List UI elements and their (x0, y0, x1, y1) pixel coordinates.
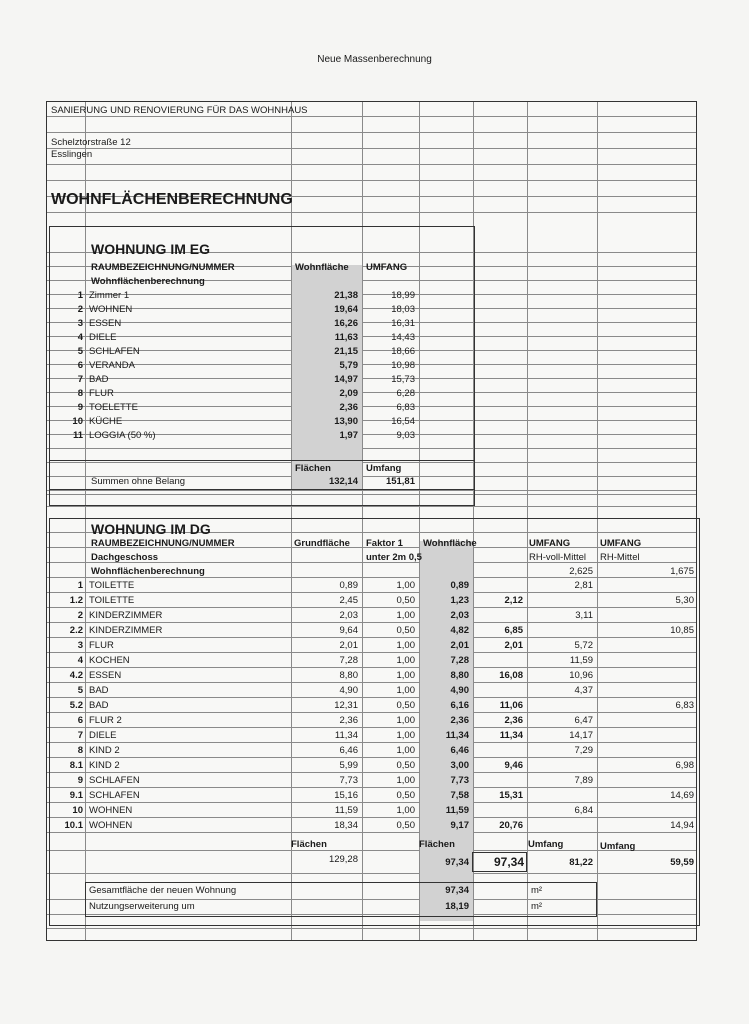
eg-row-name: LOGGIA (50 %) (89, 430, 156, 441)
eg-row-nr: 4 (77, 332, 83, 343)
eg-row-perimeter: 16,31 (391, 318, 415, 329)
eg-sum-perimeter: 151,81 (385, 476, 415, 487)
dg-row-factor: 0,50 (396, 595, 415, 606)
dg-row-factor: 1,00 (396, 805, 415, 816)
dg-row-living: 9,17 (450, 820, 469, 831)
eg-row-perimeter: 15,73 (391, 374, 415, 385)
dg-row-factor: 1,00 (396, 730, 415, 741)
dg-row-name: TOILETTE (89, 580, 135, 591)
dg-row-ground: 8,80 (339, 670, 358, 681)
dg-row-name: WOHNEN (89, 820, 133, 831)
dg-sub1: Dachgeschoss (91, 552, 159, 563)
eg-row-area: 21,38 (334, 290, 358, 301)
dg-row-umfang1: 6,84 (574, 805, 593, 816)
dg-row-living: 6,16 (450, 700, 469, 711)
eg-row-nr: 1 (77, 290, 83, 301)
dg-tot-label-u1: Umfang (528, 839, 564, 850)
eg-row-area: 21,15 (334, 346, 358, 357)
dg-row-living: 6,46 (450, 745, 469, 756)
eg-row-nr: 3 (77, 318, 83, 329)
grid-row-line (47, 148, 696, 149)
dg-row-name: KOCHEN (89, 655, 130, 666)
dg-sub-factor: unter 2m 0,5 (366, 552, 422, 563)
eg-subheading: Wohnflächenberechnung (91, 276, 205, 287)
grid-row-line (47, 506, 696, 507)
eg-row-perimeter: 14,43 (391, 332, 415, 343)
dg-row-name: ESSEN (89, 670, 122, 681)
dg-row-umfang2: 10,85 (670, 625, 694, 636)
eg-row-name: KÜCHE (89, 416, 123, 427)
dg-row-name: SCHLAFEN (89, 790, 140, 801)
eg-row-nr: 9 (77, 402, 83, 413)
dg-col-umfang2: UMFANG (600, 538, 642, 549)
dg-row-factor: 1,00 (396, 640, 415, 651)
eg-row-perimeter: 16,54 (391, 416, 415, 427)
dg-row-nr: 3 (77, 640, 83, 651)
dg-row-nr: 2.2 (69, 625, 83, 636)
dg-heading: WOHNUNG IM DG (91, 521, 211, 537)
dg-row-nr: 5 (77, 685, 83, 696)
eg-row-area: 1,97 (339, 430, 358, 441)
dg-row-factor: 1,00 (396, 580, 415, 591)
dg-row-umfang1: 11,59 (569, 655, 593, 666)
dg-row-living: 11,59 (445, 805, 469, 816)
dg-row-sum: 20,76 (499, 820, 523, 831)
eg-row-nr: 11 (72, 430, 83, 441)
dg-row-sum: 11,06 (499, 700, 523, 711)
dg-row-ground: 11,59 (334, 805, 358, 816)
dg-row-factor: 1,00 (396, 775, 415, 786)
eg-row-area: 16,26 (334, 318, 358, 329)
dg-row-umfang1: 6,47 (574, 715, 593, 726)
dg-row-living: 3,00 (450, 760, 469, 771)
dg-row-factor: 1,00 (396, 715, 415, 726)
eg-col-perimeter: UMFANG (366, 262, 408, 273)
dg-row-living: 4,82 (450, 625, 469, 636)
dg-row-umfang1: 14,17 (569, 730, 593, 741)
dg-row-living: 2,01 (450, 640, 469, 651)
dg-row-sum: 16,08 (499, 670, 523, 681)
nutzung-value: 18,19 (445, 901, 469, 912)
dg-row-nr: 4 (77, 655, 83, 666)
nutzung-label: Nutzungserweiterung um (89, 901, 195, 912)
dg-row-living: 7,28 (450, 655, 469, 666)
dg-row-nr: 7 (77, 730, 83, 741)
dg-row-umfang1: 10,96 (569, 670, 593, 681)
dg-row-living: 11,34 (445, 730, 469, 741)
dg-row-factor: 0,50 (396, 820, 415, 831)
dg-row-factor: 1,00 (396, 655, 415, 666)
project-city: Esslingen (51, 149, 93, 160)
dg-row-umfang1: 5,72 (574, 640, 593, 651)
dg-row-name: KIND 2 (89, 760, 120, 771)
eg-row-nr: 5 (77, 346, 83, 357)
eg-row-name: DIELE (89, 332, 117, 343)
dg-row-name: TOILETTE (89, 595, 135, 606)
grid-row-line (47, 180, 696, 181)
dg-row-umfang2: 6,98 (675, 760, 694, 771)
eg-row-area: 2,36 (339, 402, 358, 413)
gesamt-value: 97,34 (445, 885, 469, 896)
dg-row-factor: 1,00 (396, 610, 415, 621)
dg-row-living: 0,89 (450, 580, 469, 591)
eg-sum-label-area: Flächen (295, 463, 331, 474)
dg-col-living: Wohnfläche (423, 538, 477, 549)
dg-rh-mittel: 1,675 (670, 566, 694, 577)
dg-row-ground: 4,90 (339, 685, 358, 696)
dg-row-factor: 0,50 (396, 760, 415, 771)
dg-row-ground: 5,99 (339, 760, 358, 771)
dg-row-nr: 8.1 (69, 760, 83, 771)
eg-row-perimeter: 18,03 (391, 304, 415, 315)
dg-row-nr: 5.2 (69, 700, 83, 711)
page-header: Neue Massenberechnung (317, 54, 432, 65)
dg-row-ground: 11,34 (334, 730, 358, 741)
dg-row-nr: 8 (77, 745, 83, 756)
eg-row-name: TOELETTE (89, 402, 138, 413)
eg-sum-label-perimeter: Umfang (366, 463, 402, 474)
dg-row-ground: 2,03 (339, 610, 358, 621)
eg-row-perimeter: 6,28 (396, 388, 415, 399)
dg-row-ground: 7,28 (339, 655, 358, 666)
eg-row-perimeter: 18,66 (391, 346, 415, 357)
grid-row-line (47, 928, 696, 929)
dg-row-name: BAD (89, 685, 109, 696)
dg-row-nr: 6 (77, 715, 83, 726)
eg-row-name: ESSEN (89, 318, 122, 329)
dg-row-ground: 7,73 (339, 775, 358, 786)
eg-row-perimeter: 6,83 (396, 402, 415, 413)
eg-row-name: WOHNEN (89, 304, 133, 315)
dg-row-umfang1: 4,37 (574, 685, 593, 696)
dg-row-umfang2: 14,69 (670, 790, 694, 801)
dg-row-name: FLUR (89, 640, 114, 651)
dg-row-ground: 12,31 (334, 700, 358, 711)
dg-row-living: 2,36 (450, 715, 469, 726)
dg-sub2: Wohnflächenberechnung (91, 566, 205, 577)
dg-row-name: KINDERZIMMER (89, 610, 163, 621)
dg-tot-label-ground: Flächen (291, 839, 327, 850)
dg-row-sum: 9,46 (504, 760, 523, 771)
eg-row-name: BAD (89, 374, 109, 385)
spreadsheet-sheet (46, 101, 697, 941)
dg-row-ground: 6,46 (339, 745, 358, 756)
dg-row-factor: 0,50 (396, 625, 415, 636)
eg-row-nr: 7 (77, 374, 83, 385)
dg-row-name: KINDERZIMMER (89, 625, 163, 636)
eg-row-nr: 6 (77, 360, 83, 371)
dg-row-ground: 15,16 (334, 790, 358, 801)
gesamt-label: Gesamtfläche der neuen Wohnung (89, 885, 237, 896)
eg-row-name: SCHLAFEN (89, 346, 140, 357)
eg-sum-row-label: Summen ohne Belang (91, 476, 186, 487)
dg-row-sum: 2,36 (504, 715, 523, 726)
eg-heading: WOHNUNG IM EG (91, 241, 210, 257)
dg-row-nr: 9.1 (69, 790, 83, 801)
dg-tot-living-boxed: 97,34 (493, 855, 524, 869)
project-title: SANIERUNG UND RENOVIERUNG FÜR DAS WOHNHAUS (51, 105, 308, 116)
dg-sub-umfang1: RH-voll-Mittel (529, 552, 586, 563)
eg-row-area: 19,64 (334, 304, 358, 315)
dg-row-ground: 18,34 (334, 820, 358, 831)
dg-row-ground: 2,36 (339, 715, 358, 726)
eg-col-area: Wohnfläche (295, 262, 349, 273)
dg-row-name: KIND 2 (89, 745, 120, 756)
dg-row-ground: 0,89 (339, 580, 358, 591)
dg-row-factor: 1,00 (396, 670, 415, 681)
dg-row-umfang1: 2,81 (574, 580, 593, 591)
project-street: Schelztorstraße 12 (51, 137, 131, 148)
dg-row-living: 2,03 (450, 610, 469, 621)
dg-row-nr: 10.1 (64, 820, 83, 831)
dg-row-sum: 2,12 (504, 595, 523, 606)
eg-row-nr: 2 (77, 304, 83, 315)
dg-row-nr: 2 (77, 610, 83, 621)
dg-row-nr: 1 (77, 580, 83, 591)
dg-row-umfang2: 5,30 (675, 595, 694, 606)
dg-row-living: 4,90 (450, 685, 469, 696)
eg-sum-area: 132,14 (328, 476, 358, 487)
dg-row-nr: 4.2 (69, 670, 83, 681)
dg-rh-voll: 2,625 (569, 566, 593, 577)
dg-col-room: RAUMBEZEICHNUNG/NUMMER (91, 538, 235, 549)
eg-row-perimeter: 18,99 (391, 290, 415, 301)
nutzung-unit: m² (531, 901, 543, 912)
eg-row-nr: 8 (77, 388, 83, 399)
dg-row-ground: 9,64 (339, 625, 358, 636)
dg-tot-ground: 129,28 (328, 854, 358, 865)
eg-row-nr: 10 (72, 416, 83, 427)
dg-row-umfang1: 3,11 (575, 610, 593, 621)
dg-row-ground: 2,45 (339, 595, 358, 606)
dg-row-living: 8,80 (450, 670, 469, 681)
eg-row-perimeter: 9,03 (396, 430, 415, 441)
dg-row-sum: 11,34 (499, 730, 523, 741)
dg-row-name: DIELE (89, 730, 117, 741)
dg-row-factor: 0,50 (396, 700, 415, 711)
eg-row-perimeter: 10,98 (391, 360, 415, 371)
dg-row-sum: 2,01 (504, 640, 523, 651)
dg-tot-living: 97,34 (445, 857, 469, 868)
dg-row-sum: 6,85 (504, 625, 523, 636)
dg-row-sum: 15,31 (499, 790, 523, 801)
dg-row-umfang2: 6,83 (675, 700, 694, 711)
dg-row-living: 7,58 (450, 790, 469, 801)
dg-row-nr: 1.2 (69, 595, 83, 606)
dg-col-umfang1: UMFANG (529, 538, 571, 549)
eg-row-area: 5,79 (339, 360, 358, 371)
dg-row-living: 1,23 (450, 595, 469, 606)
dg-tot-u2: 59,59 (670, 857, 694, 868)
eg-row-area: 14,97 (334, 374, 358, 385)
eg-row-name: Zimmer 1 (89, 290, 130, 301)
dg-row-umfang1: 7,29 (574, 745, 593, 756)
dg-row-umfang1: 7,89 (574, 775, 593, 786)
dg-row-name: BAD (89, 700, 109, 711)
grid-row-line (47, 164, 696, 165)
dg-row-name: SCHLAFEN (89, 775, 140, 786)
eg-col-room: RAUMBEZEICHNUNG/NUMMER (91, 262, 235, 273)
dg-row-nr: 9 (77, 775, 83, 786)
dg-tot-label-u2: Umfang (600, 841, 636, 852)
dg-sub-umfang2: RH-Mittel (600, 552, 640, 563)
dg-row-living: 7,73 (450, 775, 469, 786)
dg-row-ground: 2,01 (339, 640, 358, 651)
eg-row-name: FLUR (89, 388, 114, 399)
gesamt-unit: m² (531, 885, 543, 896)
dg-tot-label-living: Flächen (419, 839, 455, 850)
dg-row-name: WOHNEN (89, 805, 133, 816)
grid-row-line (47, 132, 696, 133)
eg-row-area: 2,09 (339, 388, 358, 399)
dg-row-nr: 10 (72, 805, 83, 816)
dg-row-factor: 1,00 (396, 745, 415, 756)
dg-row-factor: 0,50 (396, 790, 415, 801)
dg-col-factor: Faktor 1 (366, 538, 403, 549)
eg-row-area: 11,63 (334, 332, 358, 343)
dg-row-name: FLUR 2 (89, 715, 122, 726)
grid-row-line (47, 212, 696, 213)
eg-row-name: VERANDA (89, 360, 135, 371)
dg-tot-u1: 81,22 (569, 857, 593, 868)
eg-row-area: 13,90 (334, 416, 358, 427)
main-heading: WOHNFLÄCHENBERECHNUNG (51, 191, 293, 208)
dg-row-umfang2: 14,94 (670, 820, 694, 831)
dg-row-factor: 1,00 (396, 685, 415, 696)
dg-col-ground: Grundfläche (294, 538, 350, 549)
